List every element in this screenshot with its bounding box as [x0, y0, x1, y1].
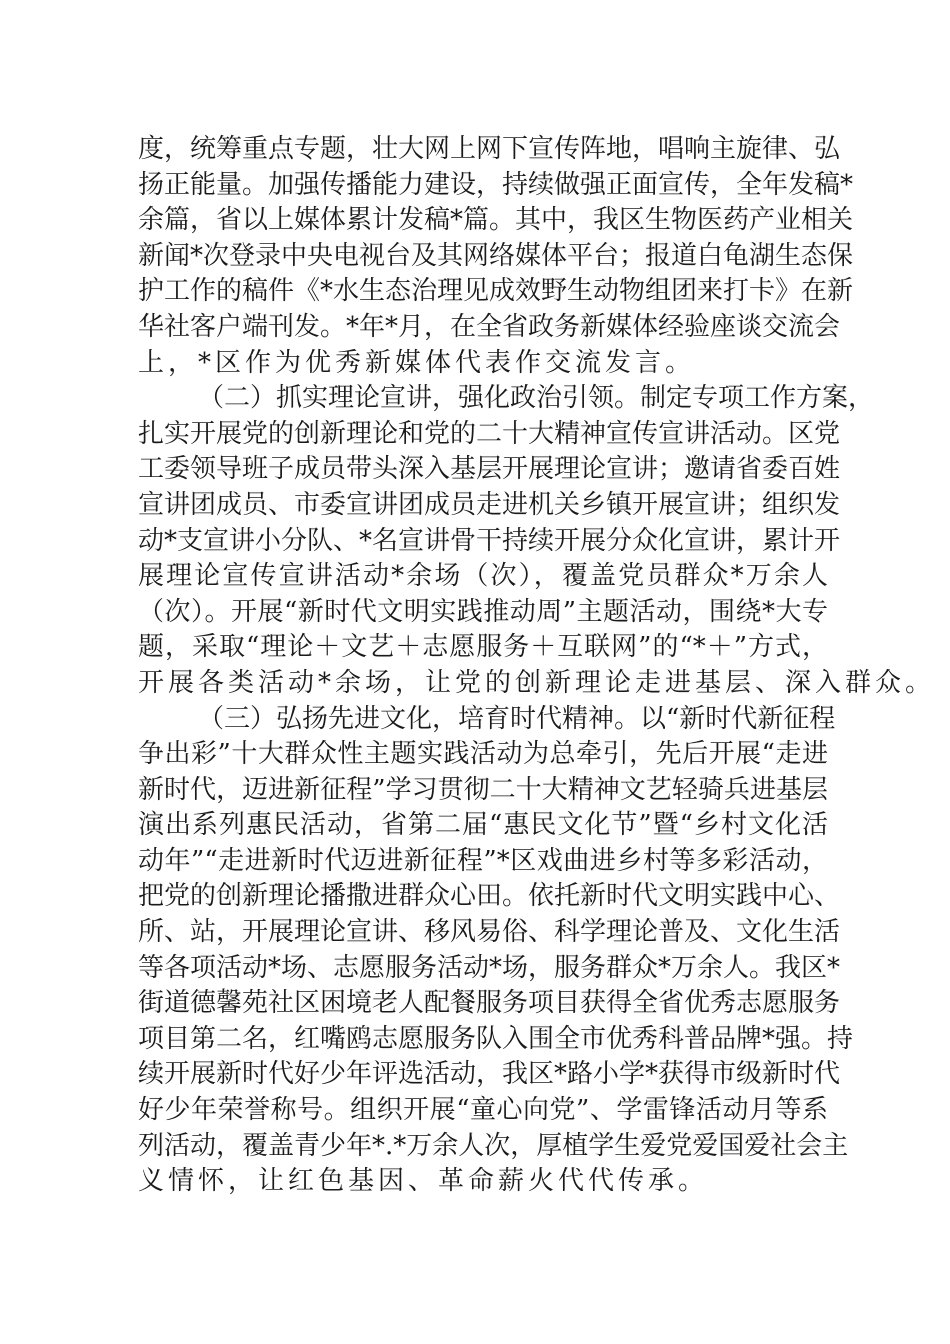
text-line: 等各项活动*场、志愿服务活动*场，服务群众*万余人。我区*: [138, 952, 841, 983]
text-line: 护工作的稿件《*水生态治理见成效野生动物组团来打卡》在新: [138, 276, 854, 307]
text-line: 宣讲团成员、市委宣讲团成员走进机关乡镇开展宣讲；组织发: [138, 489, 841, 520]
text-line: 工委领导班子成员带头深入基层开展理论宣讲；邀请省委百姓: [138, 454, 841, 485]
text-line: 所、站，开展理论宣讲、移风易俗、科学理论普及、文化生活: [138, 917, 841, 948]
text-line: （次）。开展“新时代文明实践推动周”主题活动，围绕*大专: [138, 596, 828, 627]
text-line: 度，统筹重点专题，壮大网上网下宣传阵地，唱响主旋律、弘: [138, 134, 841, 164]
paragraph: [138, 132, 854, 381]
text-line: 争出彩”十大群众性主题实践活动为总牵引，先后开展“走进: [138, 739, 828, 770]
text-line: 把党的创新理论播撒进群众心田。依托新时代文明实践中心、: [138, 881, 841, 912]
text-line: 街道德馨苑社区困境老人配餐服务项目获得全省优秀志愿服务: [138, 988, 841, 1019]
text-line: 余篇，省以上媒体累计发稿*篇。其中，我区生物医药产业相关: [138, 205, 854, 236]
text-line: 新闻*次登录中央电视台及其网络媒体平台；报道白龟湖生态保: [138, 240, 854, 271]
text-line: 新时代，迈进新征程”学习贯彻二十大精神文艺轻骑兵进基层: [138, 774, 828, 805]
text-line: 项目第二名，红嘴鸥志愿服务队入围全市优秀科普品牌*强。持: [138, 1023, 854, 1054]
text-line: 列活动，覆盖青少年*.*万余人次，厚植学生爱党爱国爱社会主: [138, 1130, 849, 1161]
text-line: 题，采取“理论＋文艺＋志愿服务＋互联网”的“*＋”方式，: [138, 632, 828, 663]
text-line: 展理论宣传宣讲活动*余场（次），覆盖党员群众*万余人: [138, 561, 828, 592]
text-line: 动*支宣讲小分队、*名宣讲骨干持续开展分众化宣讲，累计开: [138, 525, 841, 556]
text-line: 华社客户端刊发。*年*月，在全省政务新媒体经验座谈交流会: [138, 311, 841, 342]
text-line: 义情怀，让红色基因、革命薪火代代传承。: [138, 1166, 709, 1197]
text-line: 扎实开展党的创新理论和党的二十大精神宣传宣讲活动。区党: [138, 418, 841, 449]
document-body: [138, 132, 936, 1200]
text-line: 好少年荣誉称号。组织开展“童心向党”、学雷锋活动月等系: [138, 1095, 828, 1126]
text-line: （二）抓实理论宣讲，强化政治引领。制定专项工作方案，: [198, 383, 875, 414]
paragraph: [138, 381, 936, 701]
text-line: 开展各类活动*余场，让党的创新理论走进基层、深入群众。: [138, 667, 936, 698]
text-line: （三）弘扬先进文化，培育时代精神。以“新时代新征程: [198, 703, 836, 734]
text-line: 上，*区作为优秀新媒体代表作交流发言。: [138, 347, 696, 378]
text-line: 扬正能量。加强传播能力建设，持续做强正面宣传，全年发稿*: [138, 169, 854, 200]
text-line: 演出系列惠民活动，省第二届“惠民文化节”暨“乡村文化活: [138, 810, 828, 841]
text-line: 续开展新时代好少年评选活动，我区*路小学*获得市级新时代: [138, 1059, 841, 1090]
paragraph: [138, 702, 854, 1200]
text-line: 动年”“走进新时代迈进新征程”*区戏曲进乡村等多彩活动，: [138, 845, 828, 876]
